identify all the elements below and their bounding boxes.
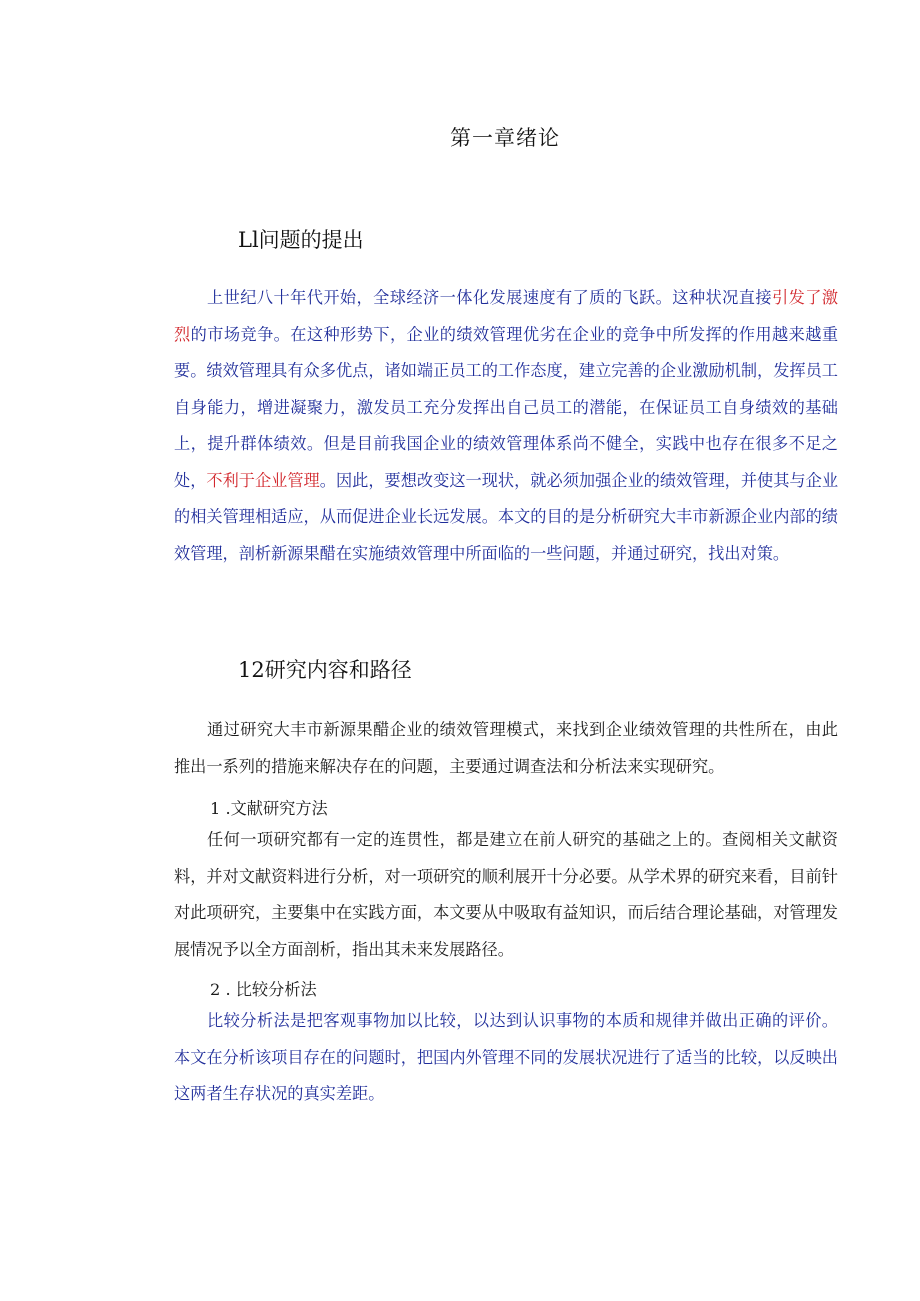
section-1-1-paragraph [174,280,838,572]
section-1-2-intro: 通过研究大丰市新源果醋企业的绩效管理模式，来找到企业绩效管理的共性所在，由此推出一系列的措施来解决存在的问题，主要通过调查法和分析法来实现研究。 [174,720,838,776]
method-2-text: 比较分析法是把客观事物加以比较，以达到认识事物的本质和规律并做出正确的评价。本文在分析该项目存在的问题时，把国内外管理不同的发展状况进行了适当的比较，以反映出这两者生存状况的真实差距。 [174,1011,838,1103]
paragraph-text: 。因此，要想改变这一现状，就必须加强企业的绩效管理，并使其与企业的相关管理相适应，从而促进企业长远发展。本文的目的是分析研究大丰市新源企业内部的绩效管理，剖析新源果醋在实施绩效管理中所面临的一些问题，并通过研究，找出对策。 [174,470,839,563]
chapter-title: 第一章绪论 [450,126,560,150]
section-heading-1-2: 12研究内容和路径 [238,658,412,682]
highlighted-text: 不利于企业管理 [206,470,320,490]
method-1-label: 1 .文献研究方法 [210,799,328,818]
highlighted-text: 引发了激烈 [174,288,839,344]
method-2-label: 2 . 比较分析法 [210,980,317,999]
paragraph-text: 的市场竞争。在这种形势下，企业的绩效管理优劣在企业的竞争中所发挥的作用越来越重要。绩效管理具有众多优点，诸如端正员工的工作态度，建立完善的企业激励机制，发挥员工自身能力，增进凝聚力，激发员工充分发挥出自己员工的潜能，在保证员工自身绩效的基础上，提升群体绩效。但是目前我国企业的绩效管理体系尚不健全，实践中也存在很多不足之处， [174,324,839,490]
paragraph-text: 上世纪八十年代开始，全球经济一体化发展速度有了质的飞跃。这种状况直接 [207,288,772,307]
method-1-text: 任何一项研究都有一定的连贯性，都是建立在前人研究的基础之上的。查阅相关文献资料，并对文献资料进行分析，对一项研究的顺利展开十分必要。从学术界的研究来看，目前针对此项研究，主要集中在实践方面，本文要从中吸取有益知识，而后结合理论基础，对管理发展情况予以全方面剖析，指出其未来发展路径。 [174,830,838,959]
section-heading-1-1: Ll问题的提出 [238,228,364,252]
